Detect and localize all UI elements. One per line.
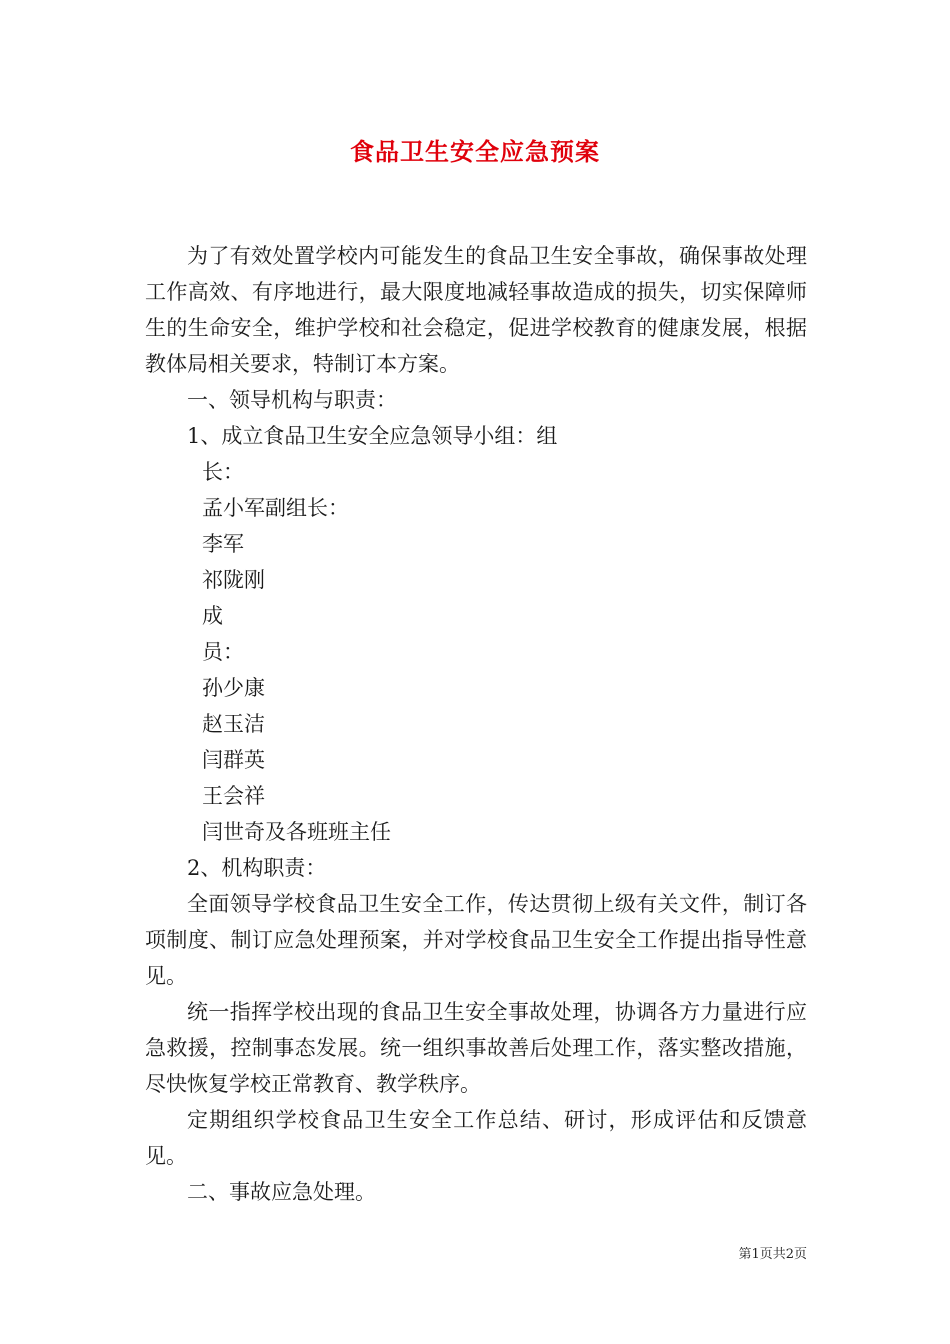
document-title: 食品卫生安全应急预案 — [350, 137, 600, 166]
document-body — [145, 238, 807, 1210]
subsection-heading-group: 1、成立食品卫生安全应急领导小组：组 — [187, 424, 558, 448]
list-item: 王会祥 — [202, 784, 265, 808]
duty-paragraph: 统一指挥学校出现的食品卫生安全事故处理，协调各方力量进行应急救援，控制事态发展。统一组织事故善后处理工作，落实整改措施，尽快恢复学校正常教育、教学秩序。 — [145, 1000, 807, 1096]
duty-paragraph: 全面领导学校食品卫生安全工作，传达贯彻上级有关文件，制订各项制度、制订应急处理预案，并对学校食品卫生安全工作提出指导性意见。 — [145, 892, 807, 988]
section-heading-leadership: 一、领导机构与职责： — [187, 388, 397, 412]
section-heading-emergency: 二、事故应急处理。 — [187, 1180, 376, 1204]
list-item: 赵玉洁 — [202, 712, 265, 736]
list-item: 员： — [202, 640, 244, 664]
list-item: 成 — [202, 604, 223, 628]
list-item: 长： — [202, 460, 244, 484]
list-item: 孟小军副组长： — [202, 496, 349, 520]
page-number-footer: 第1页共2页 — [738, 1247, 807, 1262]
list-item: 闫世奇及各班班主任 — [202, 820, 391, 844]
list-item: 李军 — [202, 532, 244, 556]
intro-paragraph: 为了有效处置学校内可能发生的食品卫生安全事故，确保事故处理工作高效、有序地进行，最大限度地减轻事故造成的损失，切实保障师生的生命安全，维护学校和社会稳定，促进学校教育的健康发展，根据教体局相关要求，特制订本方案。 — [145, 244, 807, 376]
list-item: 闫群英 — [202, 748, 265, 772]
subsection-heading-duties: 2、机构职责： — [187, 856, 327, 880]
duty-paragraph: 定期组织学校食品卫生安全工作总结、研讨，形成评估和反馈意见。 — [145, 1108, 807, 1168]
list-item: 孙少康 — [202, 676, 265, 700]
list-item: 祁陇刚 — [202, 568, 265, 592]
